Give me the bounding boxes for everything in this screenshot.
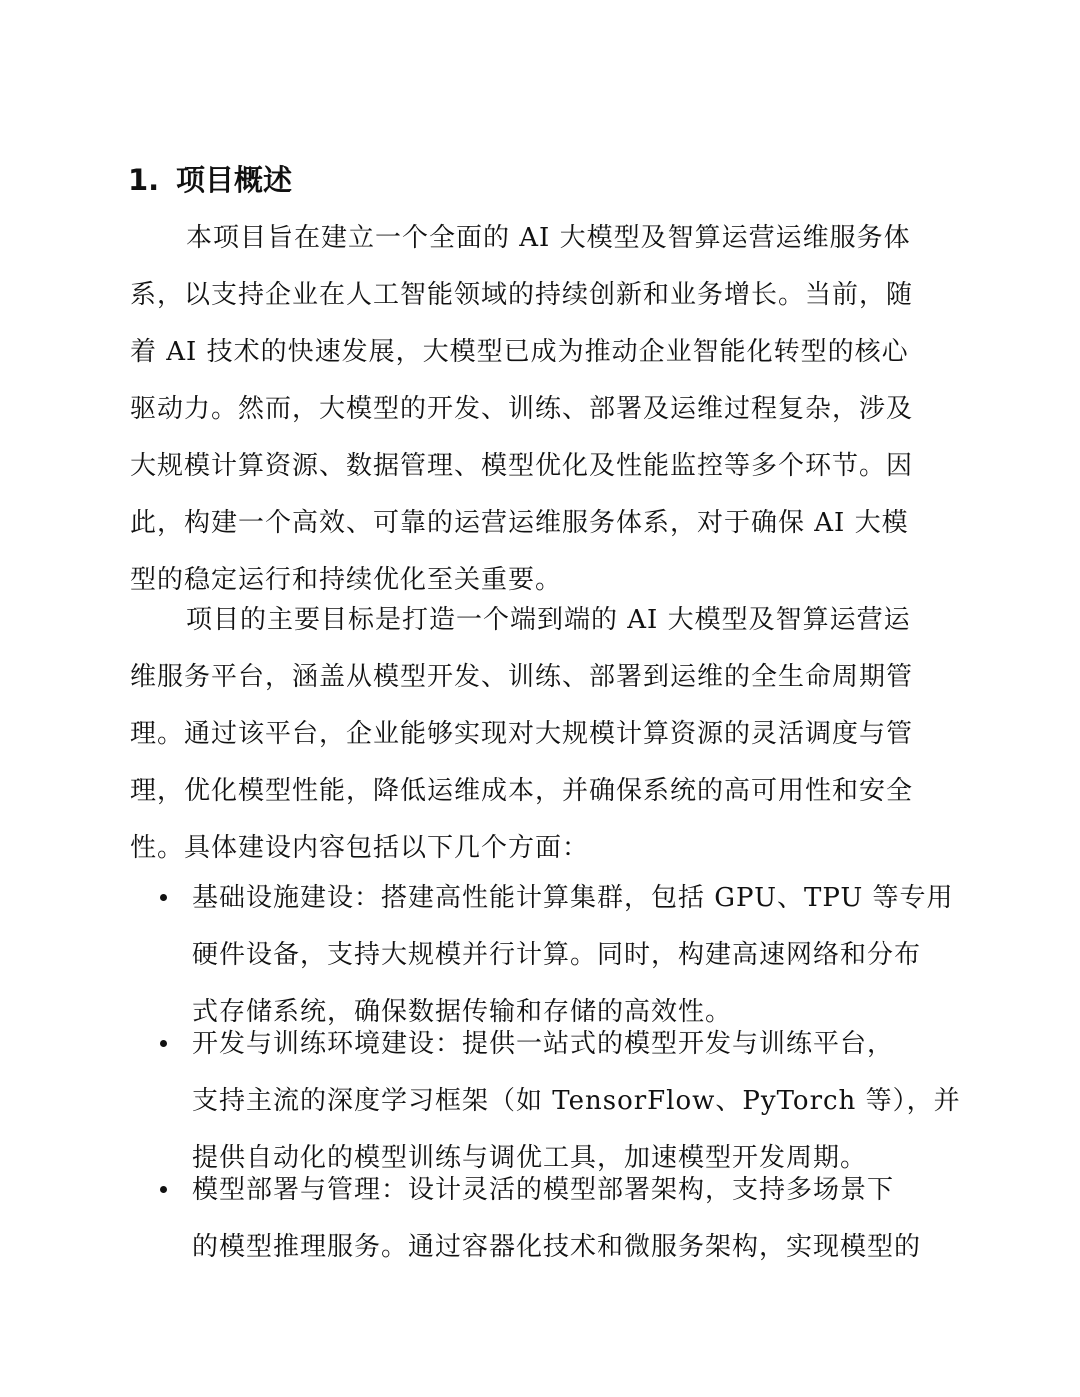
bullet-dot-icon [160, 1186, 167, 1193]
section-number: 1. [128, 163, 160, 197]
paragraph-line: 维服务平台，涵盖从模型开发、训练、部署到运维的全生命周期管 [130, 662, 914, 692]
bullet-line: 式存储系统，确保数据传输和存储的高效性。 [192, 997, 733, 1027]
paragraph-line: 性。具体建设内容包括以下几个方面： [130, 833, 590, 863]
paragraph-line: 着 AI 技术的快速发展，大模型已成为推动企业智能化转型的核心 [130, 337, 909, 367]
bullet-item [130, 1162, 960, 1276]
paragraph-overview [130, 210, 960, 609]
paragraph-line: 系，以支持企业在人工智能领域的持续创新和业务增长。当前，随 [130, 280, 914, 310]
section-heading [128, 160, 292, 200]
paragraph-line: 驱动力。然而，大模型的开发、训练、部署及运维过程复杂，涉及 [130, 394, 914, 424]
bullet-line: 模型部署与管理：设计灵活的模型部署架构，支持多场景下 [192, 1175, 895, 1205]
paragraph-line: 大规模计算资源、数据管理、模型优化及性能监控等多个环节。因 [130, 451, 914, 481]
paragraph-line: 理，优化模型性能，降低运维成本，并确保系统的高可用性和安全 [130, 776, 914, 806]
bullet-line: 基础设施建设：搭建高性能计算集群，包括 GPU、TPU 等专用 [192, 883, 954, 913]
section-title: 项目概述 [176, 163, 293, 197]
paragraph-goals [130, 592, 960, 877]
bullet-line: 提供自动化的模型训练与调优工具，加速模型开发周期。 [192, 1143, 868, 1173]
bullet-line: 硬件设备，支持大规模并行计算。同时，构建高速网络和分布 [192, 940, 922, 970]
bullet-line: 的模型推理服务。通过容器化技术和微服务架构，实现模型的 [192, 1232, 922, 1262]
paragraph-line: 理。通过该平台，企业能够实现对大规模计算资源的灵活调度与管 [130, 719, 914, 749]
bullet-dot-icon [160, 1040, 167, 1047]
bullet-line: 开发与训练环境建设：提供一站式的模型开发与训练平台， [192, 1029, 895, 1059]
paragraph-line: 此，构建一个高效、可靠的运营运维服务体系，对于确保 AI 大模 [130, 508, 909, 538]
paragraph-line: 本项目旨在建立一个全面的 AI 大模型及智算运营运维服务体 [186, 223, 911, 253]
paragraph-line: 型的稳定运行和持续优化至关重要。 [130, 565, 563, 595]
bullet-line: 支持主流的深度学习框架（如 TensorFlow、PyTorch 等），并 [192, 1086, 961, 1116]
bullet-dot-icon [160, 894, 167, 901]
paragraph-line: 项目的主要目标是打造一个端到端的 AI 大模型及智算运营运 [186, 605, 911, 635]
